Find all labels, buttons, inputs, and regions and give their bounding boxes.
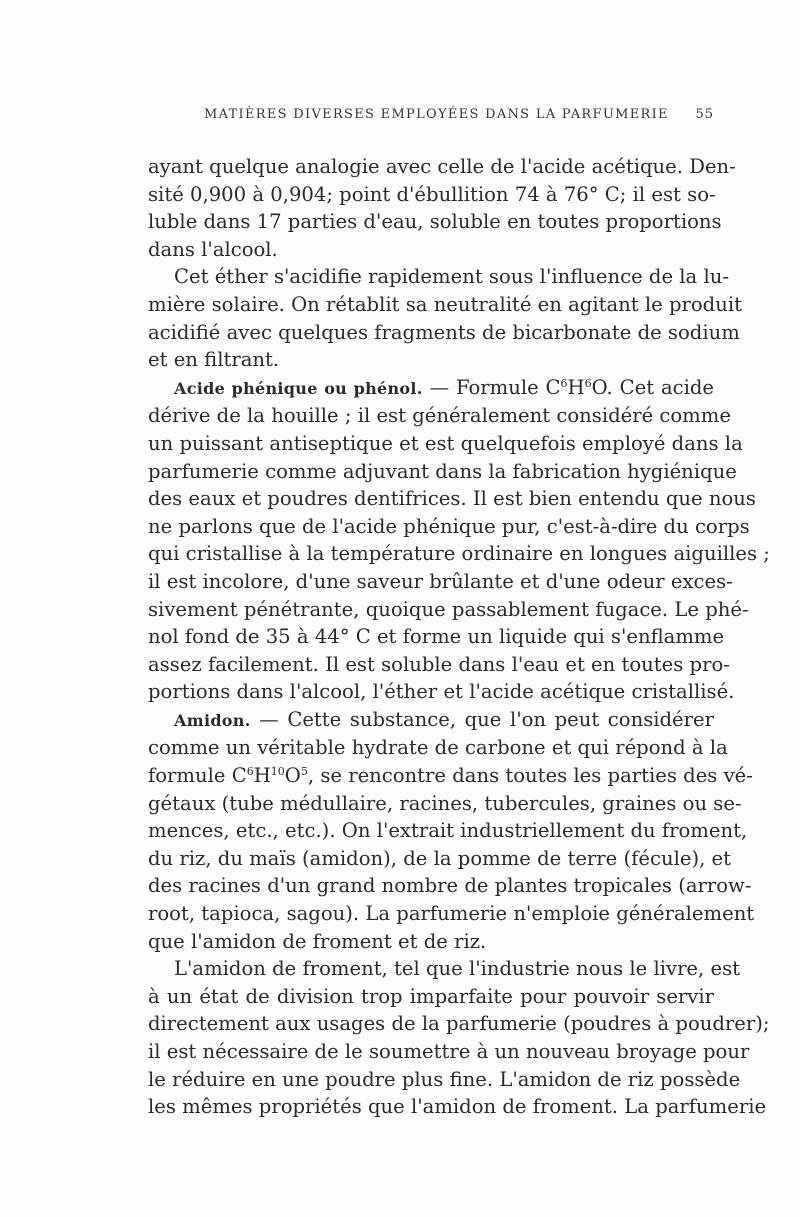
text-line: sité 0,900 à 0,904; point d'ébullition 74 à 76° C; il est so- xyxy=(148,182,716,206)
paragraph-phenol xyxy=(148,374,770,706)
text-line: root, tapioca, sagou). La parfumerie n'emploie généralement xyxy=(148,902,755,926)
text-line: les mêmes propriétés que l'amidon de froment. La parfumerie xyxy=(148,1095,767,1119)
body-text xyxy=(148,153,770,1121)
text-line: ayant quelque analogie avec celle de l'acide acétique. Den- xyxy=(148,155,736,178)
text-line: luble dans 17 parties d'eau, soluble en toutes proportions xyxy=(148,210,722,234)
text-line: que l'amidon de froment et de riz. xyxy=(148,929,487,953)
text-line: portions dans l'alcool, l'éther et l'acide acétique cristallisé. xyxy=(148,680,735,704)
text-line: du riz, du maïs (amidon), de la pomme de terre (fécule), et xyxy=(148,846,732,870)
text-line: sivement pénétrante, quoique passablement fugace. Le phé- xyxy=(148,597,749,621)
page-number: 55 xyxy=(695,107,714,122)
text-line: Acide phénique ou phénol. — Formule $C^6H^6O$. Cet acide xyxy=(174,375,715,399)
text-line: comme un véritable hydrate de carbone et qui répond à la xyxy=(148,736,728,760)
running-header xyxy=(204,107,714,122)
text-line: acidifié avec quelques fragments de bicarbonate de sodium xyxy=(148,320,740,344)
entry-term-phenol: Acide phénique ou phénol. xyxy=(174,378,423,398)
text-line: mière solaire. On rétablit sa neutralité en agitant le produit xyxy=(148,292,742,316)
paragraph-froment xyxy=(148,955,770,1121)
paragraph-ether xyxy=(148,153,736,263)
text-line: dans l'alcool. xyxy=(148,237,278,261)
text-line: formule $C^6H^{10}O^5$, se rencontre dans toutes les parties des vé- xyxy=(148,764,753,788)
text-line: assez facilement. Il est soluble dans l'eau et en toutes pro- xyxy=(148,652,730,676)
text-line: directement aux usages de la parfumerie (poudres à poudrer); xyxy=(148,1012,770,1036)
entry-term-amidon: Amidon. xyxy=(174,710,251,730)
running-title: MATIÈRES DIVERSES EMPLOYÉES DANS LA PARFUMERIE xyxy=(204,107,669,122)
text-line: L'amidon de froment, tel que l'industrie nous le livre, est xyxy=(174,957,741,981)
text-line: ne parlons que de l'acide phénique pur, c'est-à-dire du corps xyxy=(148,514,750,538)
text-line: Cet éther s'acidifie rapidement sous l'influence de la lu- xyxy=(174,265,729,289)
text-line: Amidon. — Cette substance, que l'on peut considérer xyxy=(174,707,714,731)
text-line: le réduire en une poudre plus fine. L'amidon de riz possède xyxy=(148,1067,741,1091)
text-line: il est nécessaire de le soumettre à un nouveau broyage pour xyxy=(148,1040,750,1063)
text-line: et en filtrant. xyxy=(148,348,280,372)
text-line: des eaux et poudres dentifrices. Il est bien entendu que nous xyxy=(148,487,756,511)
text-line: un puissant antiseptique et est quelquefois employé dans la xyxy=(148,431,743,455)
text-line: dérive de la houille ; il est généralement considéré comme xyxy=(148,404,731,428)
text-line: mences, etc., etc.). On l'extrait industriellement du froment, xyxy=(148,819,748,843)
text-line: qui cristallise à la température ordinaire en longues aiguilles ; xyxy=(148,542,770,566)
text-line: il est incolore, d'une saveur brûlante et d'une odeur exces- xyxy=(148,569,733,593)
text-line: gétaux (tube médullaire, racines, tubercules, graines ou se- xyxy=(148,791,742,815)
text-line: à un état de division trop imparfaite pour pouvoir servir xyxy=(148,984,714,1008)
text-line: nol fond de 35 à 44° C et forme un liquide qui s'enflamme xyxy=(148,625,725,649)
text-line: des racines d'un grand nombre de plantes tropicales (arrow- xyxy=(148,874,752,898)
paragraph-acidification xyxy=(148,263,742,373)
text-line: parfumerie comme adjuvant dans la fabrication hygiénique xyxy=(148,459,737,483)
paragraph-amidon xyxy=(148,706,755,955)
